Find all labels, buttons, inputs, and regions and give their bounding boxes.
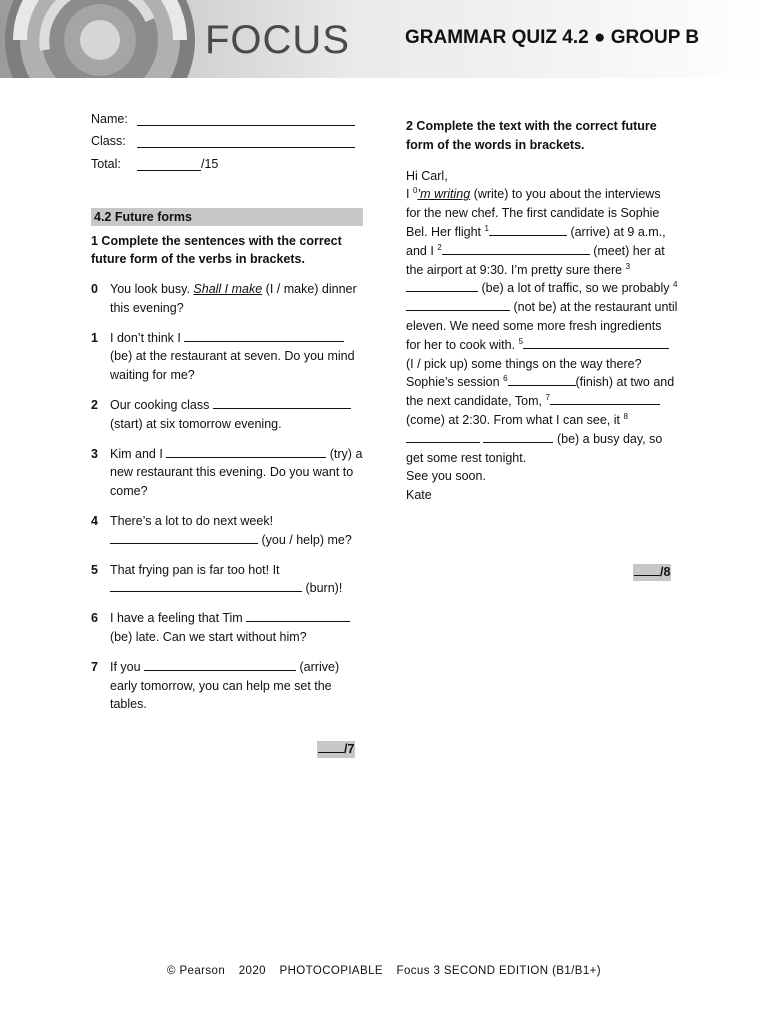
answer-blank[interactable]	[489, 224, 567, 236]
item-number: 7	[91, 659, 98, 674]
task1-item	[91, 512, 363, 550]
item-text: (I / make) dinner this evening?	[110, 282, 357, 315]
task2-score: /8	[660, 565, 671, 579]
page-header	[0, 0, 768, 78]
total-field[interactable]	[137, 158, 201, 171]
item-text: Kim and I	[110, 446, 167, 461]
task1-item	[91, 561, 363, 599]
focus-swirl-logo	[0, 0, 200, 78]
example-answer: ’m writing	[417, 187, 471, 202]
answer-blank[interactable]	[166, 446, 326, 458]
answer-blank[interactable]	[406, 431, 480, 443]
task2-score-box	[633, 564, 671, 581]
item-number: 2	[91, 398, 98, 413]
answer-blank[interactable]	[213, 397, 351, 409]
item-text: There’s a lot to do next week!	[110, 514, 274, 529]
item-number: 1	[91, 330, 98, 345]
letter-text-part: (meet) her at the airport at 9:30. I’m pretty sure there	[406, 243, 665, 277]
item-number: 6	[91, 611, 98, 626]
answer-blank[interactable]	[110, 532, 258, 544]
letter-closing: See you soon.	[406, 469, 486, 484]
gap-number: 8	[623, 411, 628, 421]
example-answer: Shall I make	[193, 282, 263, 297]
footer-edition: Focus 3 SECOND EDITION (B1/B1+)	[396, 965, 601, 977]
task2-heading: 2 Complete the text with the correct future form of the words in brackets.	[406, 119, 657, 152]
task1-score: /7	[344, 742, 355, 756]
letter-text-part: (arrive) at 9 a.m., and I	[406, 224, 666, 258]
class-row	[91, 131, 363, 154]
student-info	[91, 108, 363, 176]
class-label: Class:	[91, 134, 126, 149]
gap-number: 7	[545, 393, 550, 402]
page-footer	[0, 965, 768, 977]
answer-blank[interactable]	[110, 580, 302, 592]
task1-item	[91, 609, 363, 647]
total-row	[91, 153, 363, 176]
answer-blank[interactable]	[523, 337, 669, 349]
item-text: You look busy.	[110, 282, 194, 297]
answer-blank[interactable]	[144, 659, 296, 671]
gap-number: 3	[625, 261, 631, 271]
letter-text-part: (be) a busy day, so get some rest tonight.	[406, 431, 663, 465]
letter-text-part: (come) at 2:30. From what I can see, it	[406, 412, 624, 427]
letter-greeting: Hi Carl,	[406, 168, 448, 183]
item-text: That frying pan is far too hot! It	[110, 562, 280, 577]
task1-score-box	[317, 741, 355, 758]
task1-item	[91, 280, 363, 318]
item-number: 0	[91, 282, 98, 297]
gap-number: 1	[484, 223, 489, 233]
answer-blank[interactable]	[508, 374, 576, 386]
class-field[interactable]	[137, 135, 355, 148]
answer-blank[interactable]	[483, 431, 553, 443]
gap-number: 2	[437, 242, 442, 252]
task1-heading: 1 Complete the sentences with the correct future form of the verbs in brackets.	[91, 233, 342, 267]
letter-text-part: (I / pick up) some things on the way there? Sophie’s session	[406, 356, 642, 390]
name-label: Name:	[91, 111, 128, 126]
footer-year: 2020	[238, 965, 266, 977]
item-text: (burn)!	[302, 581, 343, 596]
answer-blank[interactable]	[442, 243, 590, 255]
section-title: 4.2 Future forms	[91, 208, 363, 226]
letter-body	[406, 185, 678, 467]
letter-text-part: (finish) at two and the next candidate, Tom,	[406, 375, 675, 409]
footer-photocopiable: PHOTOCOPIABLE	[279, 965, 383, 977]
item-text: (start) at six tomorrow evening.	[110, 416, 282, 431]
task1-item	[91, 445, 363, 501]
total-max: /15	[201, 156, 219, 171]
task1-item	[91, 329, 363, 385]
answer-blank[interactable]	[246, 610, 350, 622]
item-text: I have a feeling that Tim	[110, 611, 247, 626]
answer-blank[interactable]	[184, 330, 344, 342]
letter-text-part: I	[406, 187, 413, 202]
item-text: (try) a new restaurant this evening. Do you want to come?	[110, 446, 363, 499]
item-text: If you	[110, 659, 145, 674]
letter-text	[406, 167, 678, 505]
name-field[interactable]	[137, 113, 355, 126]
task1-item	[91, 658, 363, 714]
right-column	[406, 117, 678, 505]
gap-number: 6	[503, 374, 508, 384]
answer-blank[interactable]	[406, 299, 510, 311]
item-number: 4	[91, 514, 98, 529]
gap-number: 4	[673, 280, 678, 290]
item-text: Our cooking class	[110, 398, 213, 413]
letter-text-part: (write) to you about the interviews for the new chef. The first candidate is Sophie Bel. Her flight	[406, 187, 661, 239]
left-column	[91, 108, 363, 714]
score-blank[interactable]	[634, 564, 660, 576]
score-blank[interactable]	[318, 741, 344, 753]
item-number: 3	[91, 446, 98, 461]
quiz-title: GRAMMAR QUIZ 4.2 ● GROUP B	[405, 27, 700, 48]
answer-blank[interactable]	[406, 280, 478, 292]
footer-publisher: © Pearson	[167, 965, 226, 977]
gap-number: 0	[412, 186, 418, 196]
item-text: (be) at the restaurant at seven. Do you mind waiting for me?	[110, 349, 355, 383]
answer-blank[interactable]	[550, 393, 660, 405]
letter-text-part: (not be) at the restaurant until eleven. We need some more fresh ingredients for her to cook with.	[406, 300, 678, 352]
gap-number: 5	[518, 336, 524, 346]
letter-text-part: (be) a lot of traffic, so we probably	[478, 281, 674, 296]
brand-logo-text: FOCUS	[205, 18, 350, 62]
item-text: (you / help) me?	[258, 532, 352, 547]
task1-item	[91, 396, 363, 434]
item-text: (arrive) early tomorrow, you can help me set the tables.	[110, 659, 340, 712]
total-label: Total:	[91, 156, 121, 171]
item-text: I don’t think I	[110, 330, 185, 345]
name-row	[91, 108, 363, 131]
item-number: 5	[91, 562, 98, 577]
item-text: (be) late. Can we start without him?	[110, 630, 307, 645]
letter-signature: Kate	[406, 488, 432, 503]
